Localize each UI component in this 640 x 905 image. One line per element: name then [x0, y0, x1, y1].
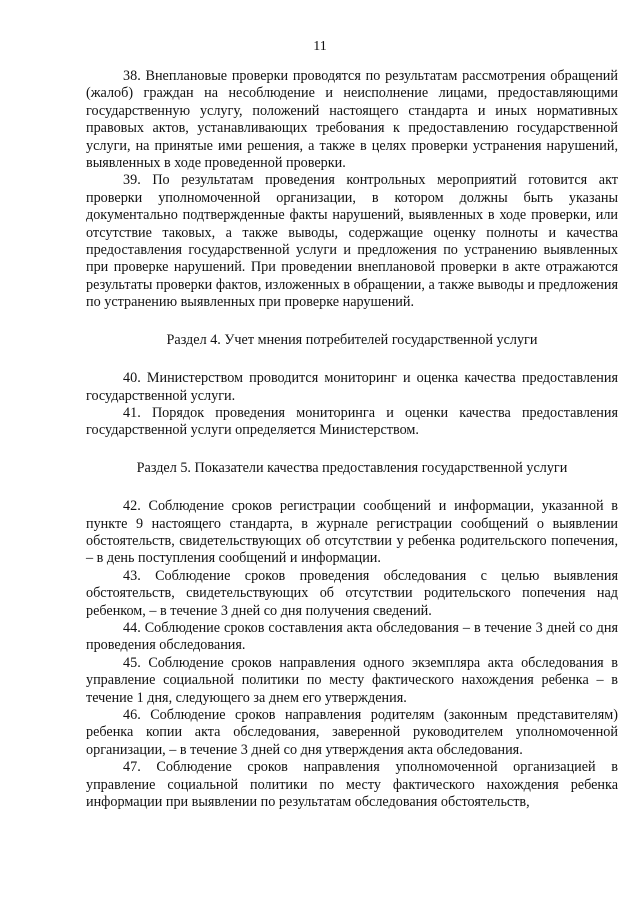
- paragraph-43: 43. Соблюдение сроков проведения обследования с целью выявления обстоятельств, свидетельствующих об отсутствии родительского попечения над ребенком, – в течение 3 дней со дня получения сведений.: [86, 567, 618, 619]
- paragraph-41: 41. Порядок проведения мониторинга и оценки качества предоставления государственной услуги определяется Министерством.: [86, 404, 618, 439]
- page-number: 11: [313, 39, 327, 54]
- document-body: [86, 68, 618, 811]
- paragraph-44: 44. Соблюдение сроков составления акта обследования – в течение 3 дней со дня проведения обследования.: [86, 619, 618, 654]
- paragraph-46: 46. Соблюдение сроков направления родителям (законным представителям) ребенка копии акта обследования, заверенной руководителем уполномоченной организации, – в течение 3 дней со дня утверждения акта обследования.: [86, 707, 618, 758]
- paragraph-38: 38. Внеплановые проверки проводятся по результатам рассмотрения обращений (жалоб) граждан на несоблюдение и неисполнение лицами, предоставляющими государственную услугу, положений настоящего стандарта и иных нормативных правовых актов, устанавливающих требования к предоставлению государственной услуги, на принятые ими решения, а также в целях проверки устранения нарушений, выявленных в ходе проведенной проверки.: [86, 68, 618, 172]
- paragraph-40: 40. Министерством проводится мониторинг и оценка качества предоставления государственной услуги.: [86, 370, 618, 404]
- paragraph-45: 45. Соблюдение сроков направления одного экземпляра акта обследования в управление социальной политики по месту фактического нахождения ребенка – в течение 1 дня, следующего за днем его утверждения.: [86, 654, 618, 706]
- section-4-heading: Раздел 4. Учет мнения потребителей государственной услуги: [166, 331, 538, 348]
- paragraph-39: 39. По результатам проведения контрольных мероприятий готовится акт проверки уполномоченной организации, в котором должны быть указаны документально подтвержденные факты нарушений, выявленных в ходе проверки, или отсутствие таковых, а также выводы, содержащие оценку полноты и качества предоставления государственной услуги и предложения по устранению выявленных при проверке нарушений. При проведении внеплановой проверки в акте отражаются результаты проверки фактов, изложенных в обращении, а также выводы и предложения по устранению выявленных при проверке нарушений.: [86, 172, 618, 311]
- paragraph-42: 42. Соблюдение сроков регистрации сообщений и информации, указанной в пункте 9 настоящего стандарта, в журнале регистрации сообщений о выявлении обстоятельств, свидетельствующих об отсутствии у ребенка родительского попечения, – в день поступления сообщений и информации.: [86, 498, 618, 567]
- section-5-heading: Раздел 5. Показатели качества предоставления государственной услуги: [136, 459, 568, 476]
- paragraph-47: 47. Соблюдение сроков направления уполномоченной организацией в управление социальной политики по месту фактического нахождения ребенка информации при выявлении по результатам обследования обстоятельств,: [86, 759, 618, 811]
